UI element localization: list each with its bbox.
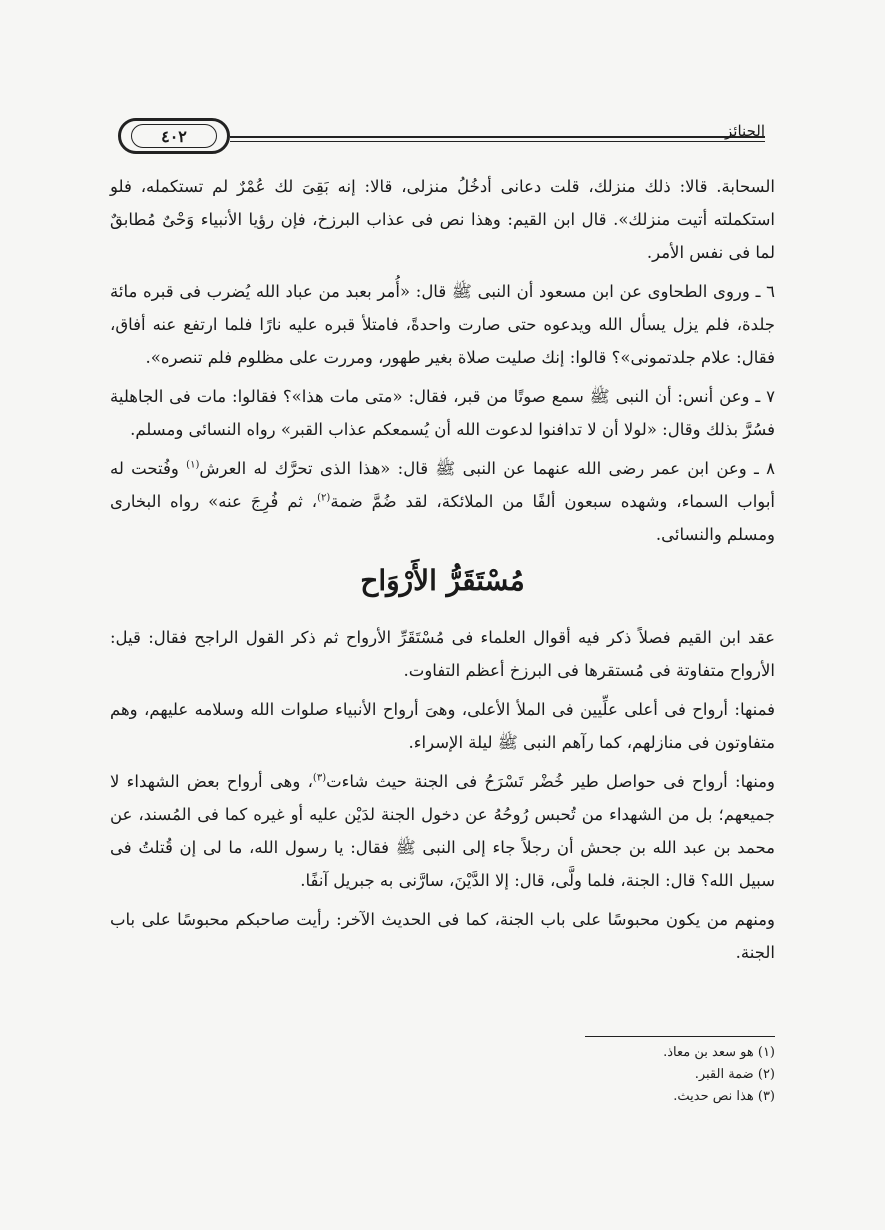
text-run: ، ثم فُرِجَ عنه» رواه البخارى ومسلم والنسائى. <box>110 492 775 544</box>
paragraph <box>110 765 775 897</box>
paragraph: السحابة. قالا: ذلك منزلك، قلت دعانى أدخُلُ منزلى، قالا: إنه بَقِىَ لك عُمْرٌ لم تستكمله، فلو استكملته أتيت منزلك». قال ابن القيم: وهذا نص فى عذاب البرزخ، فإن رؤيا الأنبياء وَحْىٌ مُطابقٌ لما فى نفس الأمر. <box>110 177 775 262</box>
header-rule <box>230 136 765 138</box>
footnote-ref: (٣) <box>312 772 327 784</box>
text-run: ٨ ـ وعن ابن عمر رضى الله عنهما عن النبى ﷺ قال: «هذا الذى تحرَّك له العرش <box>199 459 775 478</box>
page-header <box>110 118 765 158</box>
footnote: (٢) ضمة القبر. <box>694 1067 775 1082</box>
text-run: وفُتحت له أبواب السماء، وشهده سبعون ألفًا من الملائكة، لقد ضُمَّ ضمة <box>110 459 775 511</box>
page-number: ٤٠٢ <box>131 124 217 148</box>
page-body <box>110 170 775 969</box>
running-title: الجنائز <box>725 122 765 140</box>
footnote: (٣) هذا نص حديث. <box>673 1089 775 1104</box>
footnote: (١) هو سعد بن معاذ. <box>663 1045 775 1060</box>
footnotes <box>475 1042 775 1108</box>
header-rule-thin <box>230 141 765 142</box>
footnote-ref: (٢) <box>317 492 331 504</box>
paragraph: ومنهم من يكون محبوسًا على باب الجنة، كما فى الحديث الآخر: رأيت صاحبكم محبوسًا على باب الجنة. <box>110 910 775 962</box>
text-run: ومنها: أرواح فى حواصل طير خُضْر تَسْرَحُ فى الجنة حيث شاءت <box>326 772 775 791</box>
paragraph: ٦ ـ وروى الطحاوى عن ابن مسعود أن النبى ﷺ قال: «أُمر بعبد من عباد الله يُضرب فى قبره مائة جلدة، فلم يزل يسأل الله ويدعوه حتى صارت واحدةً، فامتلأ قبره عليه نارًا فلما ارتفع عنه أفاق، فقال: علام جلدتمونى»؟ قالوا: إنك صليت صلاة بغير طهور، ومررت على مظلوم فلم تنصره». <box>110 282 775 367</box>
paragraph <box>110 452 775 551</box>
page-number-badge <box>118 118 230 154</box>
footnote-separator <box>585 1036 775 1037</box>
paragraph: ٧ ـ وعن أنس: أن النبى ﷺ سمع صوتًا من قبر، فقال: «متى مات هذا»؟ فقالوا: مات فى الجاهلية فسُرَّ بذلك وقال: «لولا أن لا تدافنوا لدعوت الله أن يُسمعكم عذاب القبر» رواه النسائى ومسلم. <box>110 387 775 439</box>
text-run: ، وهى أرواح بعض الشهداء لا جميعهم؛ بل من الشهداء من تُحبس رُوحُهُ عن دخول الجنة لدَيْن عليه أو غيره كما فى المُسند، عن محمد بن عبد الله بن جحش أن رجلاً جاء إلى النبى ﷺ فقال: يا رسول الله، ما لى إن قُتلتُ فى سبيل الله؟ قال: الجنة، فلما ولَّى، قال: إلا الدَّيْنَ، سارَّنى به جبريل آنفًا. <box>110 772 775 890</box>
paragraph: عقد ابن القيم فصلاً ذكر فيه أقوال العلماء فى مُسْتَقَرِّ الأرواح ثم ذكر القول الراجح فقال: قيل: الأرواح متفاوتة فى مُستقرها فى البرزخ أعظم التفاوت. <box>110 628 775 680</box>
paragraph: فمنها: أرواح فى أعلى علِّيين فى الملأ الأعلى، وهىَ أرواح الأنبياء صلوات الله وسلامه عليهم، وهم متفاوتون فى منازلهم، كما رآهم النبى ﷺ ليلة الإسراء. <box>110 700 775 752</box>
section-heading: مُسْتَقَرُّ الأَرْوَاح <box>360 564 525 597</box>
footnote-ref: (١) <box>186 459 200 471</box>
